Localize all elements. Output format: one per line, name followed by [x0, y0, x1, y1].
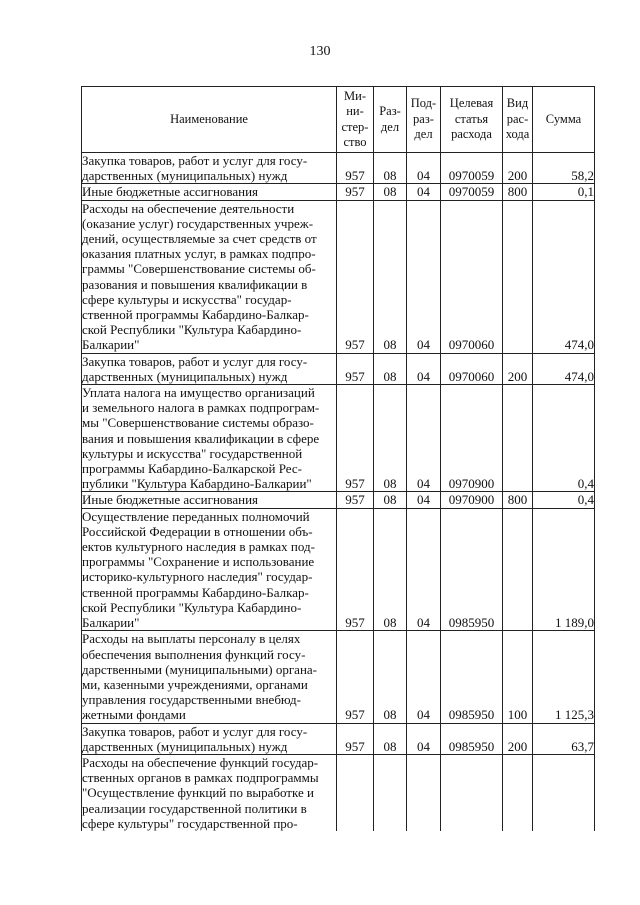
cell-section: 08	[374, 353, 407, 384]
cell-ministry: 957	[337, 385, 374, 492]
cell-ministry: 957	[337, 492, 374, 508]
cell-ministry: 957	[337, 631, 374, 723]
table-row	[82, 184, 595, 200]
cell-target-article	[441, 754, 503, 831]
table-row	[82, 353, 595, 384]
cell-subsection: 04	[407, 723, 441, 754]
cell-subsection: 04	[407, 492, 441, 508]
cell-target-article: 0985950	[441, 723, 503, 754]
cell-target-article: 0970060	[441, 353, 503, 384]
cell-target-article: 0970060	[441, 200, 503, 353]
header-target-article: Целевая статья расхода	[441, 87, 503, 153]
table-row	[82, 631, 595, 723]
cell-expense-type: 200	[503, 353, 533, 384]
header-name: Наименование	[82, 87, 337, 153]
cell-sum: 1 189,0	[533, 508, 595, 631]
cell-ministry: 957	[337, 200, 374, 353]
cell-name: Расходы на выплаты персоналу в целях обеспечения выполнения функций госу- дарственными (муниципальными) органа- ми, казенными учреждениями, органами управления государственными внебюд- жетными фондами	[82, 631, 337, 723]
cell-name: Закупка товаров, работ и услуг для госу- дарственных (муниципальных) нужд	[82, 353, 337, 384]
table-row	[82, 492, 595, 508]
cell-section: 08	[374, 153, 407, 184]
cell-expense-type	[503, 385, 533, 492]
header-subsection: Под- раз- дел	[407, 87, 441, 153]
cell-sum	[533, 754, 595, 831]
cell-subsection	[407, 754, 441, 831]
cell-sum: 474,0	[533, 353, 595, 384]
cell-target-article: 0970059	[441, 153, 503, 184]
cell-name: Осуществление переданных полномочий Российской Федерации в отношении объ- ектов культурного наследия в рамках под- программы "Сохранение и использование историко-культурного наследия" государ- ственной программы Кабардино-Балкар- ской Республики "Культура Кабардино- Балкарии"	[82, 508, 337, 631]
cell-section: 08	[374, 385, 407, 492]
table-body	[82, 153, 595, 831]
cell-ministry: 957	[337, 723, 374, 754]
table-row	[82, 200, 595, 353]
cell-subsection: 04	[407, 631, 441, 723]
cell-section: 08	[374, 200, 407, 353]
cell-subsection: 04	[407, 353, 441, 384]
table-row	[82, 723, 595, 754]
table-row	[82, 754, 595, 831]
cell-name: Уплата налога на имущество организаций и земельного налога в рамках подпрограм- мы "Совершенствование системы образо- вания и повышения квалификации в сфере культуры и искусства" государственной программы Кабардино-Балкарской Рес- публики "Культура Кабардино-Балкарии"	[82, 385, 337, 492]
cell-expense-type: 100	[503, 631, 533, 723]
cell-sum: 1 125,3	[533, 631, 595, 723]
cell-subsection: 04	[407, 184, 441, 200]
cell-ministry: 957	[337, 508, 374, 631]
cell-target-article: 0985950	[441, 631, 503, 723]
cell-sum: 63,7	[533, 723, 595, 754]
header-section: Раз- дел	[374, 87, 407, 153]
cell-target-article: 0970900	[441, 492, 503, 508]
table-header-row	[82, 87, 595, 153]
header-sum: Сумма	[533, 87, 595, 153]
cell-expense-type: 200	[503, 723, 533, 754]
cell-section: 08	[374, 508, 407, 631]
cell-sum: 0,4	[533, 492, 595, 508]
cell-ministry: 957	[337, 153, 374, 184]
cell-expense-type: 800	[503, 184, 533, 200]
cell-subsection: 04	[407, 200, 441, 353]
cell-ministry	[337, 754, 374, 831]
cell-sum: 58,2	[533, 153, 595, 184]
cell-name: Расходы на обеспечение функций государ- ственных органов в рамках подпрограммы "Осуществление функций по выработке и реализации государственной политики в сфере культуры" государственной про-	[82, 754, 337, 831]
cell-ministry: 957	[337, 353, 374, 384]
cell-section: 08	[374, 492, 407, 508]
cell-name: Иные бюджетные ассигнования	[82, 184, 337, 200]
cell-expense-type	[503, 200, 533, 353]
cell-expense-type	[503, 508, 533, 631]
cell-section: 08	[374, 631, 407, 723]
cell-ministry: 957	[337, 184, 374, 200]
cell-sum: 474,0	[533, 200, 595, 353]
cell-sum: 0,4	[533, 385, 595, 492]
cell-subsection: 04	[407, 153, 441, 184]
cell-section: 08	[374, 184, 407, 200]
cell-name: Иные бюджетные ассигнования	[82, 492, 337, 508]
cell-target-article: 0970900	[441, 385, 503, 492]
cell-target-article: 0985950	[441, 508, 503, 631]
table-row	[82, 385, 595, 492]
header-ministry: Ми- ни- стер- ство	[337, 87, 374, 153]
table-row	[82, 508, 595, 631]
cell-expense-type	[503, 754, 533, 831]
cell-name: Закупка товаров, работ и услуг для госу- дарственных (муниципальных) нужд	[82, 153, 337, 184]
table-row	[82, 153, 595, 184]
header-expense-type: Вид рас- хода	[503, 87, 533, 153]
cell-subsection: 04	[407, 385, 441, 492]
cell-expense-type: 800	[503, 492, 533, 508]
cell-name: Закупка товаров, работ и услуг для госу- дарственных (муниципальных) нужд	[82, 723, 337, 754]
cell-name: Расходы на обеспечение деятельности (оказание услуг) государственных учреж- дений, осуществляемые за счет средств от оказания платных услуг, в рамках подпро- граммы "Совершенствование системы об- разования и повышения квалификации в сфере культуры и искусства" государ- ственной программы Кабардино-Балкар- ской Республики "Культура Кабардино- Балкарии"	[82, 200, 337, 353]
cell-expense-type: 200	[503, 153, 533, 184]
cell-target-article: 0970059	[441, 184, 503, 200]
budget-table	[81, 86, 595, 831]
cell-sum: 0,1	[533, 184, 595, 200]
cell-section	[374, 754, 407, 831]
page-number: 130	[309, 44, 331, 59]
cell-subsection: 04	[407, 508, 441, 631]
cell-section: 08	[374, 723, 407, 754]
